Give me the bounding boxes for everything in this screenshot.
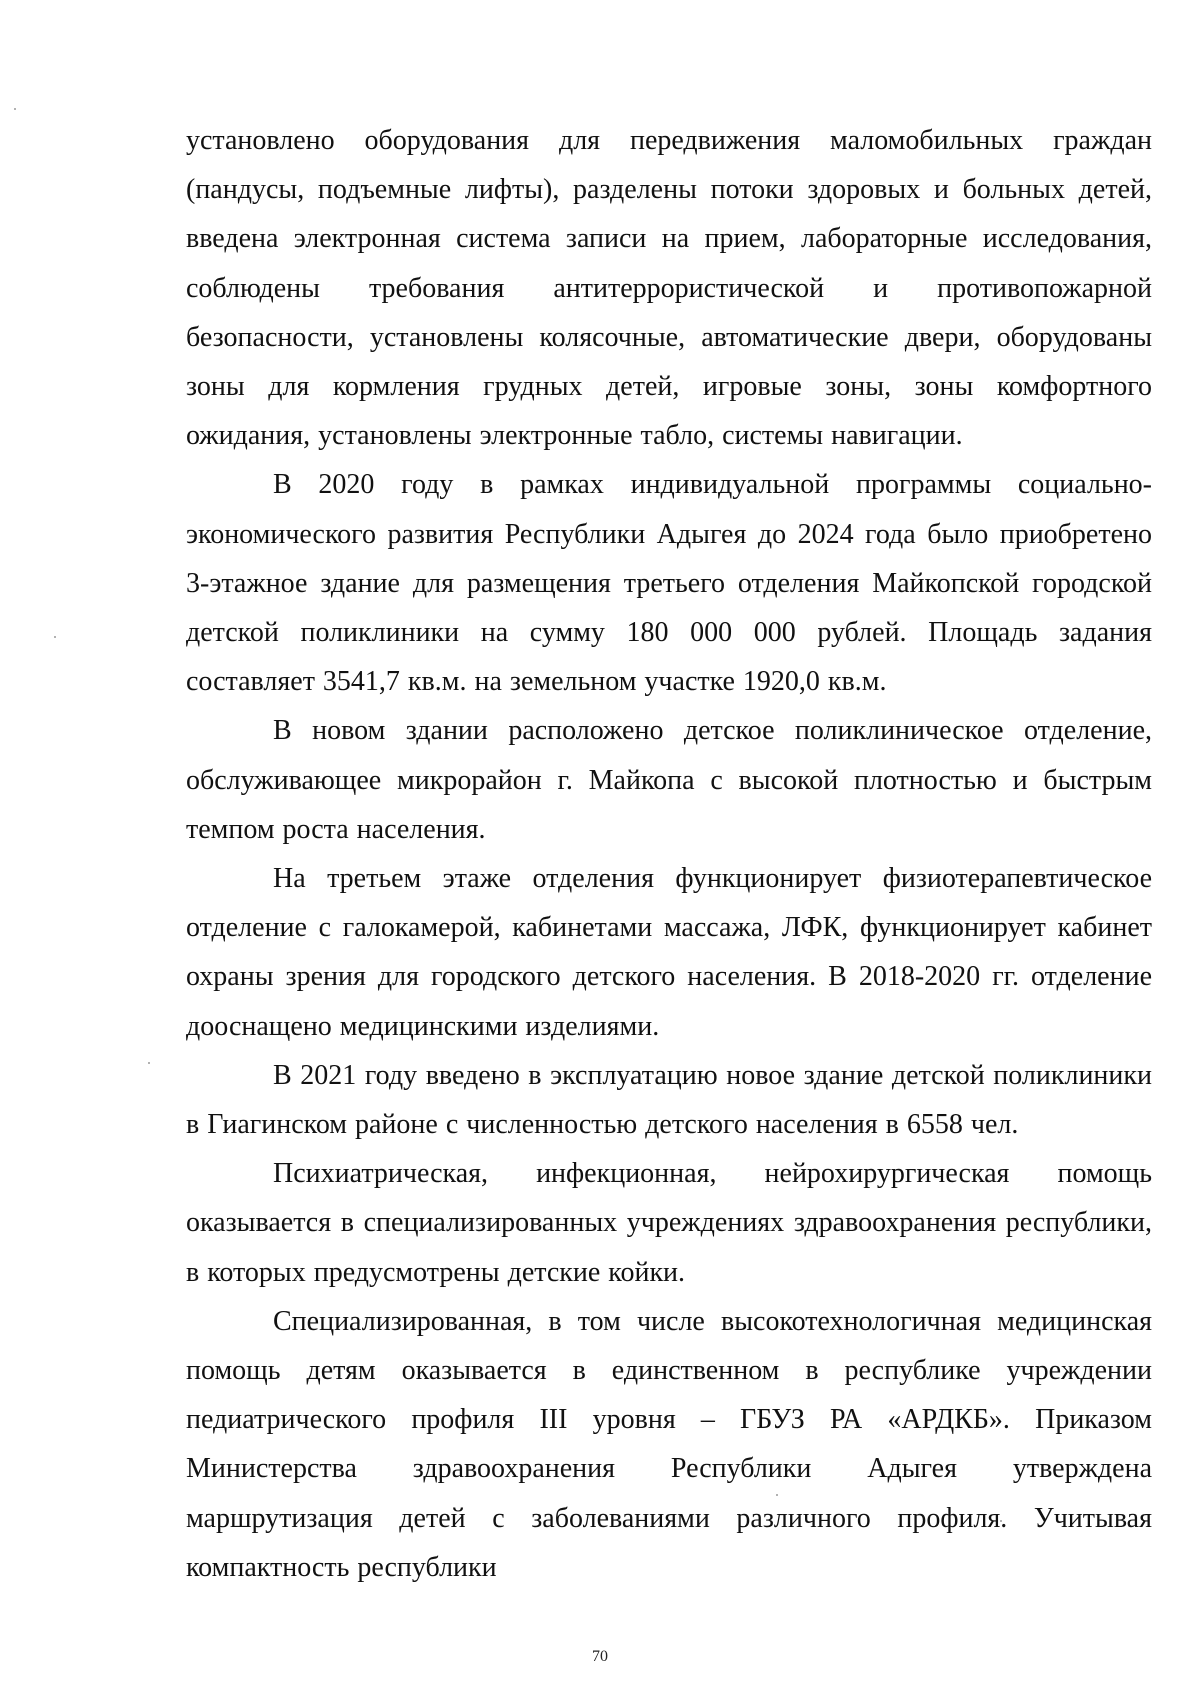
scan-speck	[54, 636, 56, 638]
paragraph-1: установлено оборудования для передвижения маломобильных граждан (пандусы, подъемные лифты), разделены потоки здоровых и больных детей, введена электронная система записи на прием, лабораторные исследования, соблюдены требования антитеррористической и противопожарной безопасности, установлены колясочные, автоматические двери, оборудованы зоны для кормления грудных детей, игровые зоны, зоны комфортного ожидания, установлены электронные табло, системы навигации.	[186, 125, 1152, 452]
page-number: 70	[592, 1648, 608, 1665]
scan-speck	[148, 1062, 150, 1064]
paragraph-6: Психиатрическая, инфекционная, нейрохирургическая помощь оказывается в специализированных учреждениях здравоохранения республики, в которых предусмотрены детские койки.	[186, 1158, 1152, 1288]
paragraph-2: В 2020 году в рамках индивидуальной программы социально-экономического развития Республики Адыгея до 2024 года было приобретено 3-этажное здание для размещения третьего отделения Майкопской городской детской поликлиники на сумму 180 000 000 рублей. Площадь задания составляет 3541,7 кв.м. на земельном участке 1920,0 кв.м.	[186, 469, 1152, 698]
paragraph-4: На третьем этаже отделения функционирует физиотерапевтическое отделение с галокамерой, кабинетами массажа, ЛФК, функционирует кабинет охраны зрения для городского детского населения. В 2018-2020 гг. отделение дооснащено медицинскими изделиями.	[186, 863, 1152, 1042]
paragraph-3: В новом здании расположено детское поликлиническое отделение, обслуживающее микрорайон г. Майкопа с высокой плотностью и быстрым темпом роста населения.	[186, 715, 1152, 845]
paragraph-5: В 2021 году введено в эксплуатацию новое здание детской поликлиники в Гиагинском районе с численностью детского населения в 6558 чел.	[186, 1059, 1152, 1141]
document-body	[186, 116, 1152, 1592]
scan-speck	[14, 108, 16, 110]
paragraph-7: Специализированная, в том числе высокотехнологичная медицинская помощь детям оказывается в единственном в республике учреждении педиатрического профиля III уровня – ГБУЗ РА «АРДКБ». Приказом Министерства здравоохранения Республики Адыгея утверждена маршрутизация детей с заболеваниями различного профиля. Учитывая компактность республики	[186, 1305, 1152, 1583]
